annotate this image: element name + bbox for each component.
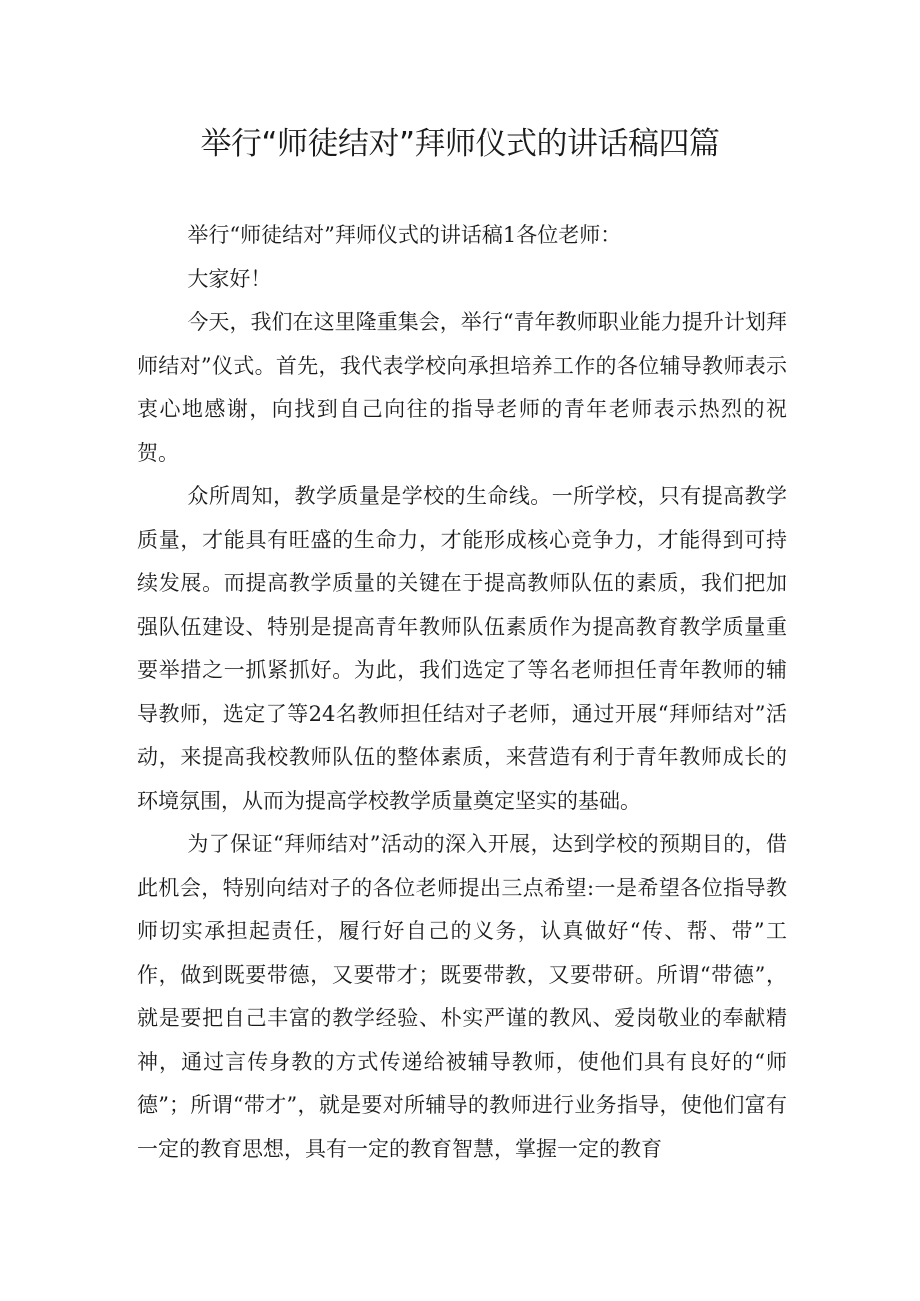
paragraph-hello: 大家好！	[187, 266, 272, 291]
paragraph-opening: 今天，我们在这里隆重集会，举行“青年教师职业能力提升计划拜师结对”仪式。首先，我代表学校向承担培养工作的各位辅导教师表示衷心地感谢，向找到自己向往的指导老师的青年老师表示热烈的祝贺。	[137, 310, 787, 465]
paragraph-teaching-quality: 众所周知，教学质量是学校的生命线。一所学校，只有提高教学质量，才能具有旺盛的生命力，才能形成核心竞争力，才能得到可持续发展。而提高教学质量的关键在于提高教师队伍的素质，我们把加强队伍建设、特别是提高青年教师队伍素质作为提高教育教学质量重要举措之一抓紧抓好。为此，我们选定了等名老师担任青年教师的辅导教师，选定了等24名教师担任结对子老师，通过开展“拜师结对”活动，来提高我校教师队伍的整体素质，来营造有利于青年教师成长的环境氛围，从而为提高学校教学质量奠定坚实的基础。	[137, 484, 787, 813]
paragraph-three-hopes: 为了保证“拜师结对”活动的深入开展，达到学校的预期目的，借此机会，特别向结对子的各位老师提出三点希望:一是希望各位指导教师切实承担起责任，履行好自己的义务，认真做好“传、帮、带”工作，做到既要带德，又要带才；既要带教，又要带研。所谓“带德”，就是要把自己丰富的教学经验、朴实严谨的教风、爱岗敬业的奉献精神，通过言传身教的方式传递给被辅导教师，使他们具有良好的“师德”；所谓“带才”，就是要对所辅导的教师进行业务指导，使他们富有一定的教育思想，具有一定的教育智慧，掌握一定的教育	[137, 832, 787, 1161]
paragraph-heading-greeting: 举行“师徒结对”拜师仪式的讲话稿1各位老师：	[187, 223, 622, 247]
document-body	[137, 214, 787, 1171]
document-title: 举行“师徒结对”拜师仪式的讲话稿四篇	[200, 126, 720, 162]
